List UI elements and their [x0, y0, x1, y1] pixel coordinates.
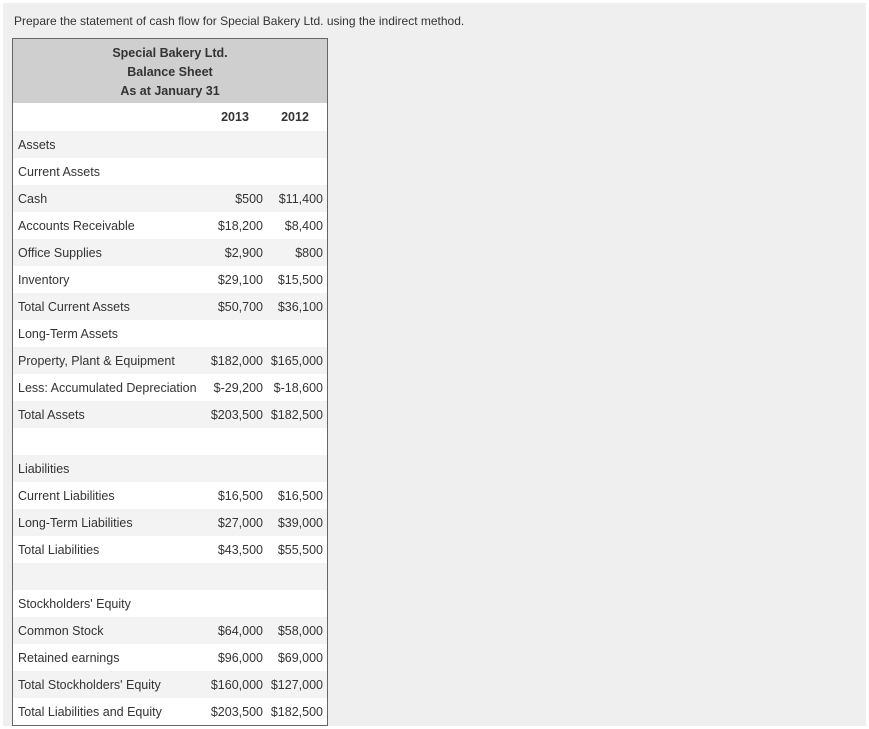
- row-value-2013: $50,700: [207, 293, 263, 320]
- row-label: Stockholders' Equity: [13, 590, 207, 617]
- row-label: Common Stock: [13, 617, 207, 644]
- row-value-2012: [263, 563, 327, 590]
- table-row: [13, 293, 327, 320]
- table-row: [13, 266, 327, 293]
- row-value-2013: $18,200: [207, 212, 263, 239]
- row-label: Long-Term Assets: [13, 320, 207, 347]
- row-label: Cash: [13, 185, 207, 212]
- row-value-2013: $29,100: [207, 266, 263, 293]
- balance-sheet-header: [13, 39, 327, 103]
- row-value-2012: [263, 158, 327, 185]
- table-row: [13, 374, 327, 401]
- row-label: Inventory: [13, 266, 207, 293]
- row-label: Accounts Receivable: [13, 212, 207, 239]
- row-value-2013: [207, 563, 263, 590]
- row-value-2013: $2,900: [207, 239, 263, 266]
- row-value-2013: [207, 428, 263, 455]
- row-value-2012: $55,500: [263, 536, 327, 563]
- row-value-2012: $8,400: [263, 212, 327, 239]
- row-value-2012: $182,500: [263, 698, 327, 725]
- row-value-2012: $182,500: [263, 401, 327, 428]
- table-row: [13, 158, 327, 185]
- table-row: [13, 401, 327, 428]
- row-label: Total Liabilities and Equity: [13, 698, 207, 725]
- statement-title: Balance Sheet: [127, 65, 213, 79]
- row-label: Retained earnings: [13, 644, 207, 671]
- year-header-row: [13, 103, 327, 131]
- row-label: Property, Plant & Equipment: [13, 347, 207, 374]
- row-value-2012: [263, 590, 327, 617]
- row-label: Current Liabilities: [13, 482, 207, 509]
- company-name: Special Bakery Ltd.: [112, 46, 228, 60]
- row-value-2012: $-18,600: [263, 374, 327, 401]
- table-row: [13, 590, 327, 617]
- table-row: [13, 482, 327, 509]
- row-value-2012: $69,000: [263, 644, 327, 671]
- row-label: Total Liabilities: [13, 536, 207, 563]
- row-value-2013: $500: [207, 185, 263, 212]
- row-value-2013: $96,000: [207, 644, 263, 671]
- row-value-2012: $800: [263, 239, 327, 266]
- table-row: [13, 347, 327, 374]
- row-value-2013: $-29,200: [207, 374, 263, 401]
- year-header-spacer: [13, 103, 207, 131]
- row-label: Total Stockholders' Equity: [13, 671, 207, 698]
- question-prompt: Prepare the statement of cash flow for Special Bakery Ltd. using the indirect method.: [14, 14, 465, 28]
- row-value-2013: $64,000: [207, 617, 263, 644]
- row-value-2013: [207, 158, 263, 185]
- row-label: Long-Term Liabilities: [13, 509, 207, 536]
- row-value-2012: $127,000: [263, 671, 327, 698]
- table-row: [13, 185, 327, 212]
- row-label: Total Assets: [13, 401, 207, 428]
- row-value-2012: [263, 428, 327, 455]
- row-value-2012: [263, 320, 327, 347]
- table-row: [13, 536, 327, 563]
- row-value-2013: $203,500: [207, 401, 263, 428]
- table-row: [13, 644, 327, 671]
- row-value-2013: $160,000: [207, 671, 263, 698]
- row-value-2012: $39,000: [263, 509, 327, 536]
- question-panel: [3, 3, 866, 726]
- row-value-2013: [207, 131, 263, 158]
- year-2013-header: 2013: [207, 103, 263, 131]
- table-row: [13, 455, 327, 482]
- table-row: [13, 563, 327, 590]
- row-value-2012: $58,000: [263, 617, 327, 644]
- row-value-2013: $27,000: [207, 509, 263, 536]
- row-value-2013: [207, 320, 263, 347]
- row-value-2013: $203,500: [207, 698, 263, 725]
- row-value-2013: $16,500: [207, 482, 263, 509]
- row-value-2013: $182,000: [207, 347, 263, 374]
- row-label: Liabilities: [13, 455, 207, 482]
- table-row: [13, 671, 327, 698]
- row-value-2012: $16,500: [263, 482, 327, 509]
- row-label: Current Assets: [13, 158, 207, 185]
- balance-sheet-table: [12, 38, 328, 726]
- row-label: Assets: [13, 131, 207, 158]
- row-label: Less: Accumulated Depreciation: [13, 374, 207, 401]
- row-value-2012: [263, 131, 327, 158]
- table-row: [13, 320, 327, 347]
- row-label: [13, 428, 207, 455]
- row-value-2013: [207, 455, 263, 482]
- balance-sheet-grid: [13, 103, 327, 725]
- table-row: [13, 131, 327, 158]
- row-value-2013: $43,500: [207, 536, 263, 563]
- row-value-2012: $11,400: [263, 185, 327, 212]
- row-value-2012: $36,100: [263, 293, 327, 320]
- table-row: [13, 698, 327, 725]
- year-2012-header: 2012: [263, 103, 327, 131]
- table-row: [13, 509, 327, 536]
- row-value-2012: $15,500: [263, 266, 327, 293]
- row-value-2012: $165,000: [263, 347, 327, 374]
- row-value-2012: [263, 455, 327, 482]
- table-row: [13, 212, 327, 239]
- row-label: [13, 563, 207, 590]
- table-row: [13, 617, 327, 644]
- table-row: [13, 428, 327, 455]
- row-value-2013: [207, 590, 263, 617]
- table-row: [13, 239, 327, 266]
- row-label: Office Supplies: [13, 239, 207, 266]
- row-label: Total Current Assets: [13, 293, 207, 320]
- statement-date: As at January 31: [120, 84, 220, 98]
